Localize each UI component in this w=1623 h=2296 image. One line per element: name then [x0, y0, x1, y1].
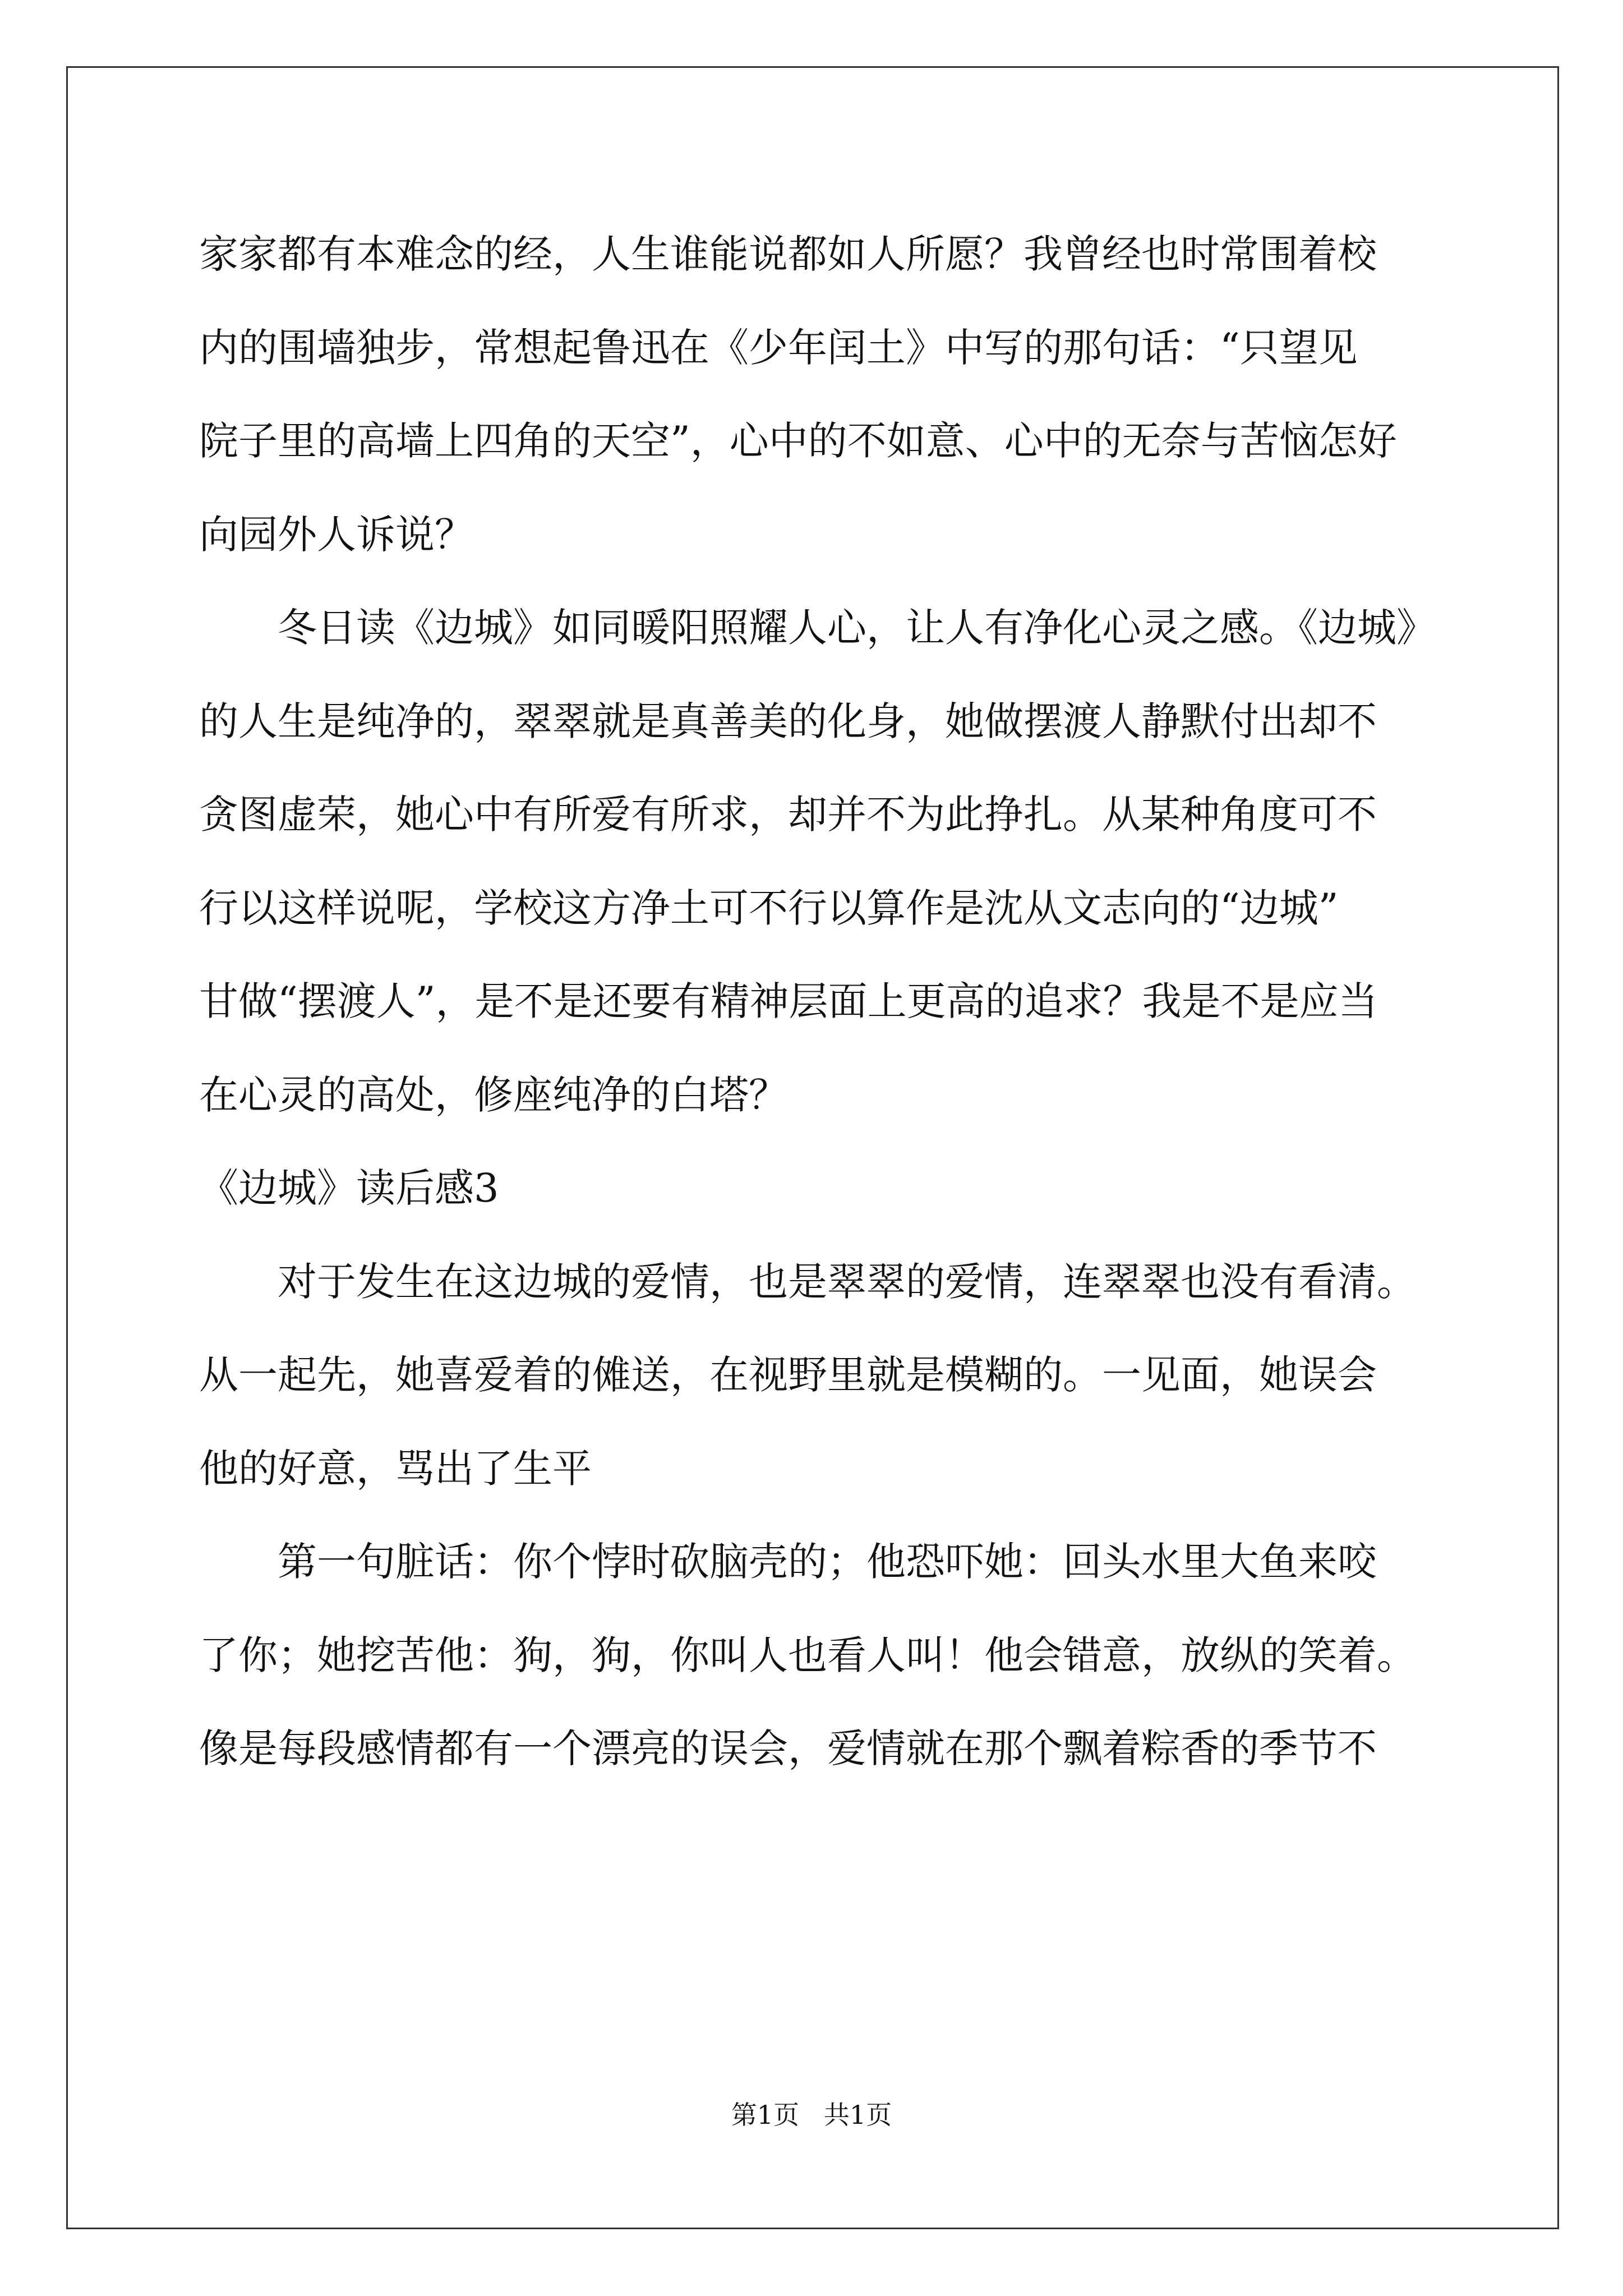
section-heading: 《边城》读后感3 — [199, 1165, 499, 1211]
text-line: 像是每段感情都有一个漂亮的误会，爱情就在那个飘着粽香的季节不 — [199, 1726, 1377, 1772]
text-line: 贪图虚荣，她心中有所爱有所求，却并不为此挣扎。从某种角度可不 — [199, 792, 1377, 838]
text-line: 在心灵的高处，修座纯净的白塔？ — [199, 1071, 788, 1118]
text-line: 从一起先，她喜爱着的傩送，在视野里就是模糊的。一见面，她误会 — [199, 1352, 1377, 1398]
text-line: 甘做“摆渡人”，是不是还要有精神层面上更高的追求？我是不是应当 — [199, 978, 1378, 1024]
text-line: 了你；她挖苦他：狗，狗，你叫人也看人叫！他会错意，放纵的笑着。 — [199, 1632, 1416, 1678]
text-line: 院子里的高墙上四角的天空”，心中的不如意、心中的无奈与苦恼怎好 — [199, 418, 1397, 464]
document-body — [199, 208, 1444, 1796]
page-footer: 第1页 共1页 — [731, 2100, 892, 2130]
text-line: 他的好意，骂出了生平 — [199, 1445, 592, 1492]
paragraph-first-line: 对于发生在这边城的爱情，也是翠翠的爱情，连翠翠也没有看清。 — [278, 1258, 1416, 1305]
text-line: 向园外人诉说？ — [199, 511, 474, 558]
text-line: 行以这样说呢，学校这方净土可不行以算作是沈从文志向的“边城” — [199, 885, 1339, 931]
paragraph-first-line: 冬日读《边城》如同暖阳照耀人心，让人有净化心灵之感。《边城》 — [278, 605, 1436, 651]
paragraph-first-line: 第一句脏话：你个悖时砍脑壳的；他恐吓她：回头水里大鱼来咬 — [278, 1539, 1377, 1585]
text-line: 内的围墙独步，常想起鲁迅在《少年闰土》中写的那句话：“只望见 — [199, 324, 1358, 371]
text-line: 家家都有本难念的经，人生谁能说都如人所愿？我曾经也时常围着校 — [199, 231, 1377, 277]
text-line: 的人生是纯净的，翠翠就是真善美的化身，她做摆渡人静默付出却不 — [199, 698, 1377, 744]
